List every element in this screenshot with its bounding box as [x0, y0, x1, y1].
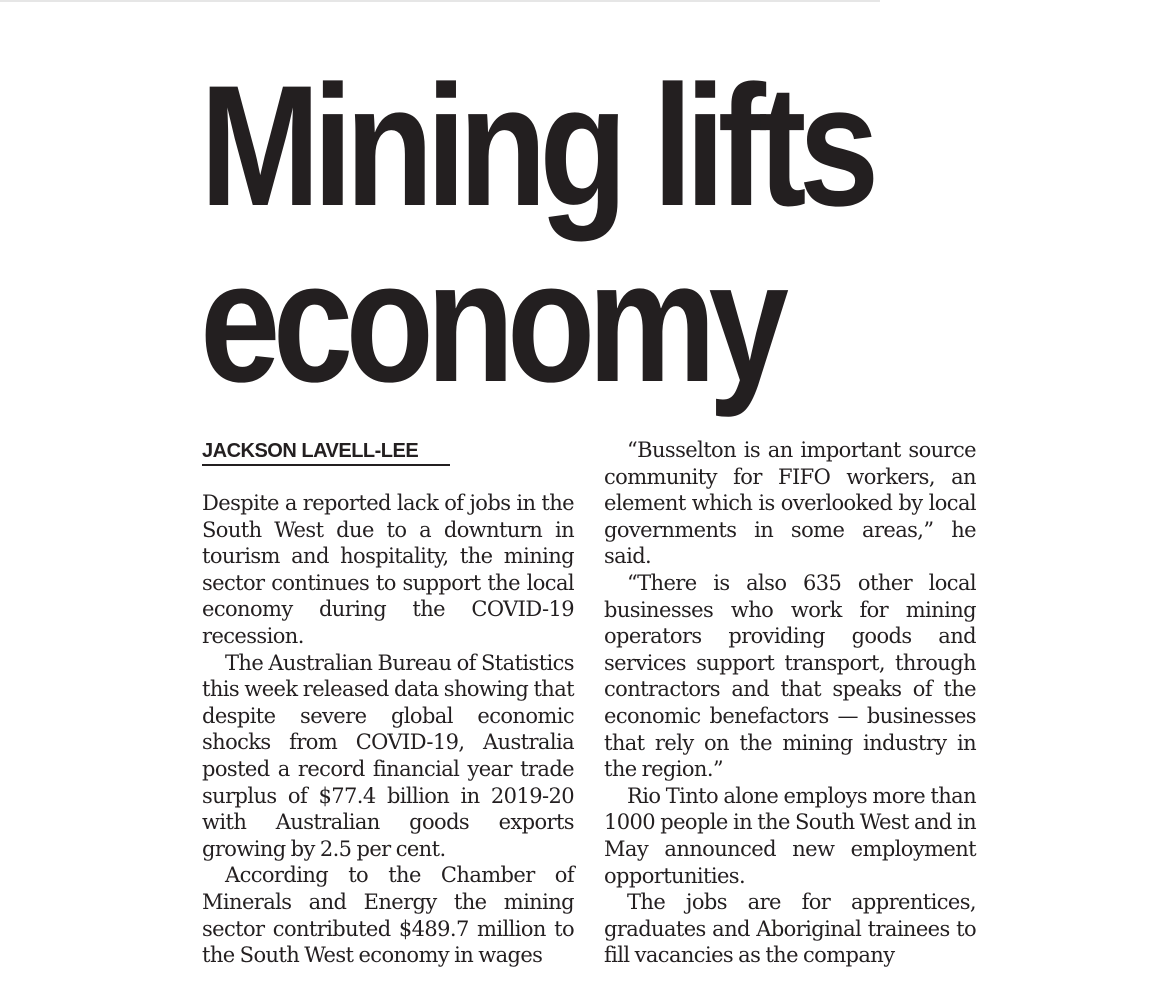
- paragraph: Despite a reported lack of jobs in the South West due to a downturn in tourism and hospitality, the mining sector continues to support the local economy during the COVID-19 recession.: [202, 491, 574, 648]
- paragraph: “Busselton is an important source community for FIFO workers, an element which is overlooked by local governments in some areas,” he said.: [604, 438, 976, 569]
- headline: [200, 50, 956, 418]
- top-divider: [0, 0, 880, 2]
- paragraph: “There is also 635 other local businesses who work for mining operators providing goods and services support transport, through contractors and that speaks of the economic benefactors — businesses that rely on the mining industry in the region.”: [604, 570, 976, 782]
- headline-line-2: economy: [200, 226, 782, 418]
- article-column-left: [202, 490, 574, 969]
- paragraph: The jobs are for apprentices, graduates and Aboriginal trainees to fill vacancies as the company: [604, 890, 976, 968]
- paragraph: According to the Chamber of Minerals and Energy the mining sector contributed $489.7 million to the South West economy in wages: [202, 863, 574, 968]
- paragraph: The Australian Bureau of Statistics this week released data showing that despite severe global economic shocks from COVID-19, Australia posted a record financial year trade surplus of $77.4 billion in 2019-20 with Australian goods exports growing by 2.5 per cent.: [202, 650, 574, 861]
- paragraph: Rio Tinto alone employs more than 1000 people in the South West and in May announced new employment opportunities.: [604, 783, 976, 888]
- article-column-right: [604, 437, 976, 969]
- headline-line-1: Mining lifts: [200, 50, 872, 242]
- byline: JACKSON LAVELL-LEE: [202, 438, 450, 466]
